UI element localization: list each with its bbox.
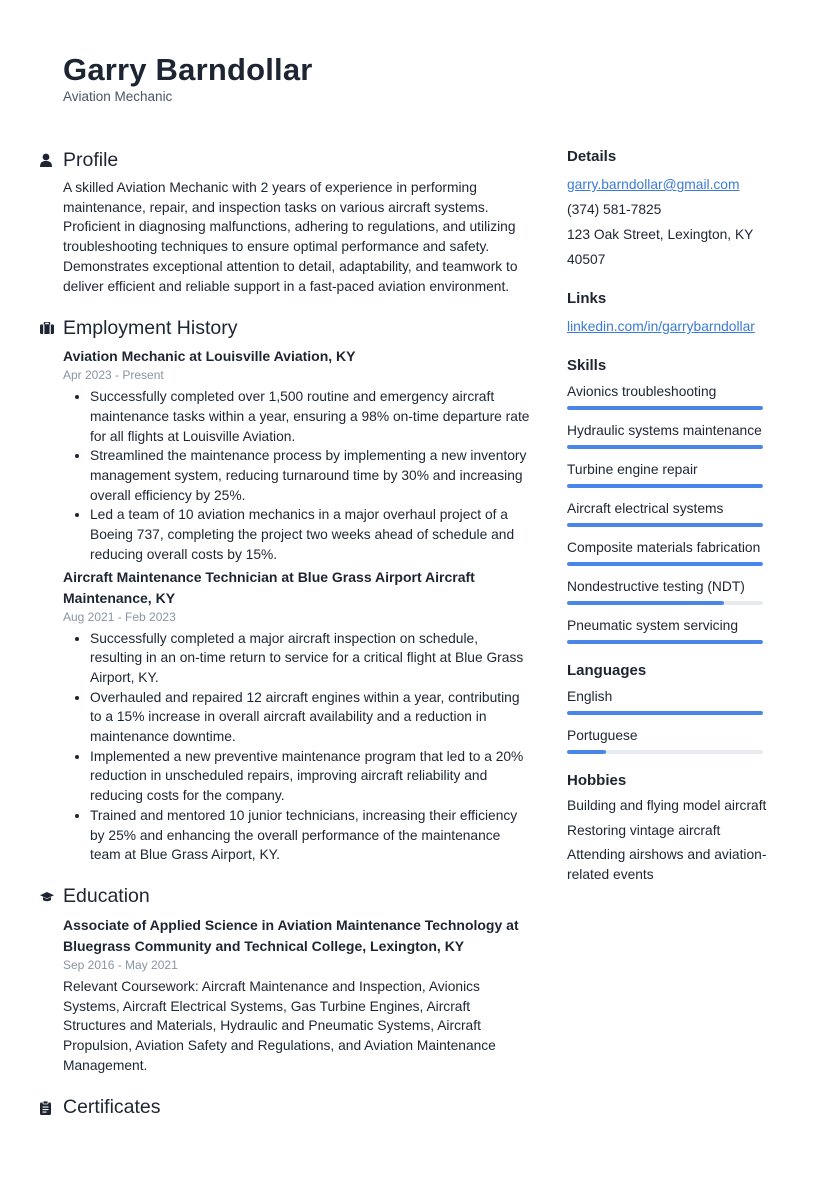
skill-item-level-fill — [567, 523, 763, 527]
language-item — [567, 725, 787, 754]
language-item-level-bar — [567, 750, 763, 754]
candidate-title: Aviation Mechanic — [63, 89, 173, 104]
skill-item-level-fill — [567, 640, 763, 644]
languages-title: Languages — [567, 662, 647, 679]
skill-item-name: Hydraulic systems maintenance — [567, 423, 762, 438]
person-icon — [40, 153, 63, 167]
employment-title: Employment History — [63, 316, 238, 339]
skill-item — [567, 537, 787, 566]
job-bullet: • Led a team of 10 aviation mechanics in a major overhaul project of a Boeing 737, completing the project two weeks ahead of schedule and reducing overall costs by 15%. — [90, 505, 530, 564]
job-bullet: • Implemented a new preventive maintenance program that led to a 20% reduction in unscheduled repairs, improving aircraft reliability and reducing costs for the company. — [90, 747, 530, 806]
profile-section — [40, 146, 530, 296]
education-section — [40, 883, 530, 1076]
skill-item — [567, 498, 787, 527]
job-bullet: • Overhauled and repaired 12 aircraft engines within a year, contributing to a 15% increase in overall aircraft availability and a reduction in maintenance downtime. — [90, 688, 530, 747]
education-title: Education — [63, 885, 150, 908]
linkedin-link[interactable]: linkedin.com/in/garrybarndollar — [567, 319, 755, 334]
job-bullet: • Successfully completed a major aircraft inspection on schedule, resulting in an on-time return to service for a critical flight at Blue Grass Airport, KY. — [90, 629, 530, 688]
hobbies-title: Hobbies — [567, 772, 627, 789]
candidate-name: Garry Barndollar — [63, 52, 313, 87]
profile-text: A skilled Aviation Mechanic with 2 years of experience in performing maintenance, repair, and inspection tasks on various aircraft systems. Proficient in diagnosing malfunctions, adhering to regulations, and utilizing troubleshooting techniques to ensure optimal performance and safety. Demonstrates exceptional attention to detail, adaptability, and teamwork to deliver efficient and reliable support in a fast-paced aviation environment. — [63, 180, 518, 294]
job-heading: Aircraft Maintenance Technician at Blue Grass Airport Aircraft Maintenance, KY — [63, 568, 475, 606]
email-link[interactable]: garry.barndollar@gmail.com — [567, 177, 740, 192]
skill-item-level-bar — [567, 406, 763, 410]
education-dates: Sep 2016 - May 2021 — [63, 957, 178, 972]
language-item-level-bar — [567, 711, 763, 715]
education-heading: Associate of Applied Science in Aviation Maintenance Technology at Bluegrass Community and Technical College, Lexington, KY — [63, 916, 519, 954]
skill-item-level-fill — [567, 484, 763, 488]
languages-block — [567, 660, 787, 754]
hobby-item: Restoring vintage aircraft — [567, 822, 721, 838]
skill-item-level-fill — [567, 601, 724, 605]
job-entry — [63, 567, 530, 865]
job-bullet: • Successfully completed over 1,500 routine and emergency aircraft maintenance tasks within a year, ensuring a 98% on-time departure rate for all flights at Louisville Aviation. — [90, 387, 530, 446]
language-item-level-fill — [567, 711, 763, 715]
skill-item-name: Pneumatic system servicing — [567, 618, 738, 633]
language-item-name: English — [567, 689, 613, 704]
job-bullet: • Streamlined the maintenance process by implementing a new inventory management system, reducing turnaround time by 30% and increasing overall efficiency by 25%. — [90, 446, 530, 505]
details-title: Details — [567, 148, 617, 165]
profile-title: Profile — [63, 148, 119, 171]
skill-item-name: Aircraft electrical systems — [567, 501, 724, 516]
employment-section — [40, 314, 530, 865]
skill-item-name: Nondestructive testing (NDT) — [567, 579, 745, 594]
skill-item-level-bar — [567, 640, 763, 644]
job-dates: Aug 2021 - Feb 2023 — [63, 609, 176, 624]
hobby-item: Attending airshows and aviation-related events — [567, 847, 767, 883]
skill-item-level-bar — [567, 601, 763, 605]
skill-item — [567, 420, 787, 449]
skill-item-level-bar — [567, 484, 763, 488]
links-block — [567, 288, 787, 339]
sidebar — [567, 146, 787, 901]
certificates-section — [40, 1094, 530, 1122]
job-entry — [63, 346, 530, 564]
phone-number: (374) 581-7825 — [567, 202, 662, 217]
skill-item — [567, 576, 787, 605]
language-item — [567, 686, 787, 715]
job-heading: Aviation Mechanic at Louisville Aviation, KY — [63, 348, 356, 365]
education-text: Relevant Coursework: Aircraft Maintenance and Inspection, Avionics Systems, Aircraft Electrical Systems, Gas Turbine Engines, Aircraft Structures and Materials, Hydraulic and Pneumatic Systems, Aircraft Propulsion, Aviation Safety and Regulations, and Aviation Maintenance Management. — [63, 978, 496, 1073]
certificates-title: Certificates — [63, 1096, 161, 1118]
skill-item-level-bar — [567, 562, 763, 566]
skill-item-level-fill — [567, 562, 763, 566]
details-block — [567, 146, 787, 272]
skill-item — [567, 381, 787, 410]
skill-item-level-bar — [567, 523, 763, 527]
skill-item-level-fill — [567, 406, 763, 410]
skill-item-level-fill — [567, 445, 763, 449]
main-column — [40, 146, 530, 1140]
clipboard-icon — [40, 1101, 63, 1115]
address: 123 Oak Street, Lexington, KY 40507 — [567, 227, 754, 267]
hobby-item: Building and flying model aircraft — [567, 798, 767, 813]
graduation-cap-icon — [40, 892, 63, 902]
skill-item-name: Turbine engine repair — [567, 462, 698, 477]
skill-item-name: Avionics troubleshooting — [567, 384, 717, 399]
skill-item — [567, 615, 787, 644]
skill-item-level-bar — [567, 445, 763, 449]
resume-header — [63, 52, 313, 104]
skills-block — [567, 355, 787, 644]
language-item-name: Portuguese — [567, 728, 638, 743]
hobbies-block — [567, 770, 787, 885]
skill-item — [567, 459, 787, 488]
skill-item-name: Composite materials fabrication — [567, 540, 761, 555]
skills-title: Skills — [567, 357, 607, 374]
language-item-level-fill — [567, 750, 606, 754]
links-title: Links — [567, 290, 607, 307]
briefcase-icon — [40, 322, 63, 334]
job-bullet: • Trained and mentored 10 junior technicians, increasing their efficiency by 25% and enhancing the overall performance of the maintenance team at Blue Grass Airport, KY. — [90, 806, 530, 865]
job-dates: Apr 2023 - Present — [63, 368, 164, 383]
